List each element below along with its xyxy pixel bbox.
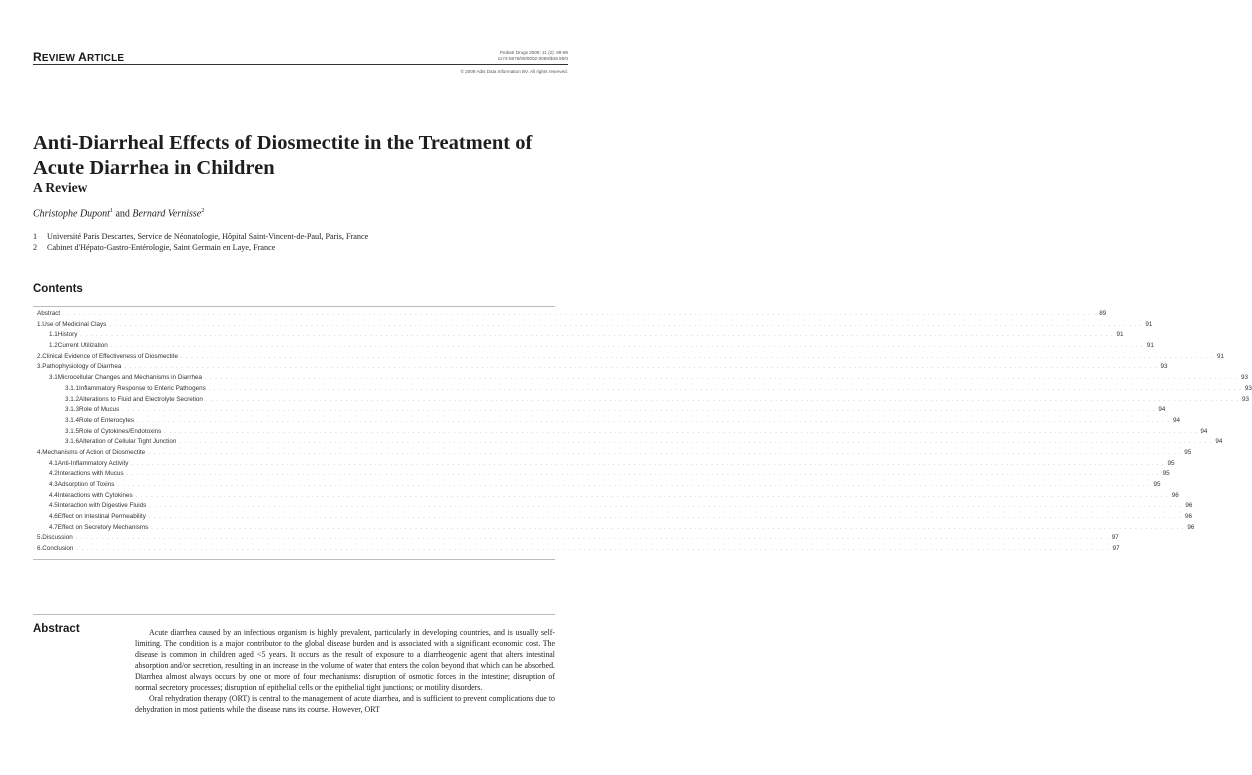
toc-entry-label: Abstract [37, 310, 61, 317]
toc-entry-number: 3.1.2 [65, 395, 80, 403]
toc-entry[interactable] [33, 502, 1193, 513]
toc-page-number: 95 [1162, 470, 1170, 478]
toc-page-number: 97 [1112, 545, 1120, 553]
toc-entry[interactable] [33, 363, 1168, 374]
toc-leader-dots: . . . . . . . . . . . . . . . . . . . . . . . . . . . . . . . . . . . . . . . . . . . . . . . . . . . . . . . . . . . . . . . . . . . . . . . . . . . . . . . . . . . . . . . . . . . . . . . . . . . . . . . . . . . . . . . . . . . . . . . . . . . . . . . . . . . . . . . . . . . . . . . . . . . . . . . . . . . . . . . . . . . . . . . . . . . . . . . . . . . . . . . . . . . . . . . . . . . . . . . . [151, 524, 1185, 531]
toc-entry[interactable] [33, 470, 1170, 481]
toc-entry[interactable] [33, 320, 1153, 332]
toc-entry-number: 4.5 [49, 502, 58, 510]
toc-entry-number: 1. [37, 320, 43, 328]
toc-page-number: 96 [1171, 491, 1179, 499]
toc-entry[interactable] [33, 427, 1208, 439]
toc-entry-number: 4.3 [49, 481, 58, 488]
abstract-body [135, 627, 555, 715]
toc-entry-number: 2. [37, 352, 43, 360]
toc-entry-label: Role of Cytokines/Endotoxins [79, 427, 162, 435]
toc-leader-dots: . . . . . . . . . . . . . . . . . . . . . . . . . . . . . . . . . . . . . . . . . . . . . . . . . . . . . . . . . . . . . . . . . . . . . . . . . . . . . . . . . . . . . . . . . . . . . . . . . . . . . . . . . . . . . . . . . . . . . . . . . . . . . . . . . . . . . . . . . . . . . . . . . . . . . . . . . . . . . . . . . . . . . . . . . . . . . . . . . . . . . . . . . . . . . . . . . . . . . . . . [75, 535, 1109, 542]
toc-entry-number: 4.1 [49, 459, 58, 467]
toc-entry-label: Effect on Secretory Mechanisms [57, 523, 149, 531]
citation-line: Pediatr Drugs 2009; 11 (2): 89-99 [499, 50, 568, 55]
citation-line: 1174-5878/09/0002-0089/$49.95/0 [497, 56, 568, 61]
affiliation-number: 2 [33, 243, 38, 252]
toc-entry-label: Alterations to Fluid and Electrolyte Secretion [79, 395, 203, 403]
toc-entry[interactable] [33, 374, 1249, 385]
toc-entry-number: 4.7 [49, 523, 58, 531]
toc-page-number: 96 [1184, 513, 1192, 521]
toc-entry-number: 3.1.6 [65, 438, 80, 446]
article-subtitle: A Review [33, 180, 88, 195]
toc-leader-dots: . . . . . . . . . . . . . . . . . . . . . . . . . . . . . . . . . . . . . . . . . . . . . . . . . . . . . . . . . . . . . . . . . . . . . . . . . . . . . . . . . . . . . . . . . . . . . . . . . . . . . . . . . . . . . . . . . . . . . . . . . . . . . . . . . . . . . . . . . . . . . . . . . . . . . . . . . . . . . . . . . . . . . . . . . . . . . . . . . . . . . . . . . . . . . . . . . . . . . . . . [117, 482, 1151, 488]
toc-leader-dots: . . . . . . . . . . . . . . . . . . . . . . . . . . . . . . . . . . . . . . . . . . . . . . . . . . . . . . . . . . . . . . . . . . . . . . . . . . . . . . . . . . . . . . . . . . . . . . . . . . . . . . . . . . . . . . . . . . . . . . . . . . . . . . . . . . . . . . . . . . . . . . . . . . . . . . . . . . . . . . . . . . . . . . . . . . . . . . . . . . . . . . . . . . . . . . . . . . . . . . . . [109, 321, 1143, 328]
contents-heading: Contents [33, 283, 83, 295]
toc-leader-dots: . . . . . . . . . . . . . . . . . . . . . . . . . . . . . . . . . . . . . . . . . . . . . . . . . . . . . . . . . . . . . . . . . . . . . . . . . . . . . . . . . . . . . . . . . . . . . . . . . . . . . . . . . . . . . . . . . . . . . . . . . . . . . . . . . . . . . . . . . . . . . . . . . . . . . . . . . . . . . . . . . . . . . . . . . . . . . . . . . . . . . . . . . . . . . . . . . . . . . . . . [135, 492, 1169, 499]
toc-entry-number: 5. [37, 534, 43, 542]
toc-entry-label: Adsorption of Toxins [57, 481, 115, 488]
toc-page-number: 91 [1116, 331, 1124, 339]
copyright-notice: © 2009 Adis Data Information BV. All rights reserved. [460, 69, 568, 74]
toc-entry-label: Role of Enterocytes [79, 416, 134, 424]
toc-leader-dots: . . . . . . . . . . . . . . . . . . . . . . . . . . . . . . . . . . . . . . . . . . . . . . . . . . . . . . . . . . . . . . . . . . . . . . . . . . . . . . . . . . . . . . . . . . . . . . . . . . . . . . . . . . . . . . . . . . . . . . . . . . . . . . . . . . . . . . . . . . . . . . . . . . . . . . . . . . . . . . . . . . . . . . . . . . . . . . . . . . . . . . . . . . . . . . . . . . . . . . . . [148, 449, 1182, 456]
toc-entry-number: 1.2 [49, 342, 58, 350]
toc-leader-dots: . . . . . . . . . . . . . . . . . . . . . . . . . . . . . . . . . . . . . . . . . . . . . . . . . . . . . . . . . . . . . . . . . . . . . . . . . . . . . . . . . . . . . . . . . . . . . . . . . . . . . . . . . . . . . . . . . . . . . . . . . . . . . . . . . . . . . . . . . . . . . . . . . . . . . . . . . . . . . . . . . . . . . . . . . . . . . . . . . . . . . . . . . . . . . . . . . . . . . . . . [179, 439, 1213, 446]
header-divider [33, 64, 568, 65]
toc-page-number: 94 [1158, 406, 1166, 414]
author-line [33, 208, 204, 219]
toc-leader-dots: . . . . . . . . . . . . . . . . . . . . . . . . . . . . . . . . . . . . . . . . . . . . . . . . . . . . . . . . . . . . . . . . . . . . . . . . . . . . . . . . . . . . . . . . . . . . . . . . . . . . . . . . . . . . . . . . . . . . . . . . . . . . . . . . . . . . . . . . . . . . . . . . . . . . . . . . . . . . . . . . . . . . . . . . . . . . . . . . . . . . . . . . . . . . . . . . . . . . . . . . [122, 407, 1156, 414]
toc-entry[interactable] [33, 310, 1107, 321]
toc-entry-number: 3.1 [49, 374, 58, 382]
affiliation-1 [33, 232, 368, 241]
toc-entry[interactable] [33, 331, 1124, 342]
toc-entry[interactable] [33, 481, 1161, 492]
toc-entry-label: Inflammatory Response to Enteric Pathogens [79, 384, 206, 392]
toc-entry-number: 1.1 [49, 331, 58, 339]
toc-entry[interactable] [33, 395, 1250, 407]
toc-entry[interactable] [33, 513, 1192, 524]
toc-leader-dots: . . . . . . . . . . . . . . . . . . . . . . . . . . . . . . . . . . . . . . . . . . . . . . . . . . . . . . . . . . . . . . . . . . . . . . . . . . . . . . . . . . . . . . . . . . . . . . . . . . . . . . . . . . . . . . . . . . . . . . . . . . . . . . . . . . . . . . . . . . . . . . . . . . . . . . . . . . . . . . . . . . . . . . . . . . . . . . . . . . . . . . . . . . . . . . . . . . . . . . . . [76, 546, 1110, 553]
abstract-divider [33, 614, 555, 615]
toc-leader-dots: . . . . . . . . . . . . . . . . . . . . . . . . . . . . . . . . . . . . . . . . . . . . . . . . . . . . . . . . . . . . . . . . . . . . . . . . . . . . . . . . . . . . . . . . . . . . . . . . . . . . . . . . . . . . . . . . . . . . . . . . . . . . . . . . . . . . . . . . . . . . . . . . . . . . . . . . . . . . . . . . . . . . . . . . . . . . . . . . . . . . . . . . . . . . . . . . . . . . . . . . [149, 503, 1183, 510]
toc-page-number: 94 [1200, 427, 1208, 435]
toc-page-number: 91 [1217, 352, 1225, 360]
affiliation-2 [33, 243, 275, 252]
affiliation-marker: 2 [201, 208, 205, 214]
toc-page-number: 93 [1241, 374, 1249, 382]
toc-entry-label: Alteration of Cellular Tight Junction [79, 438, 177, 446]
toc-entry-label: Clinical Evidence of Effectiveness of Diosmectite [42, 352, 178, 360]
abstract-heading: Abstract [33, 623, 80, 635]
toc-entry-label: Interactions with Cytokines [57, 491, 133, 499]
toc-entry-label: Interactions with Mucus [57, 470, 124, 478]
toc-entry[interactable] [33, 416, 1181, 428]
toc-page-number: 91 [1145, 320, 1153, 328]
toc-entry-number: 3.1.5 [65, 427, 80, 435]
toc-page-number: 94 [1173, 416, 1181, 424]
toc-entry-label: Interaction with Digestive Fluids [57, 502, 147, 510]
toc-page-number: 95 [1153, 481, 1161, 488]
toc-entry[interactable] [33, 491, 1179, 503]
toc-leader-dots: . . . . . . . . . . . . . . . . . . . . . . . . . . . . . . . . . . . . . . . . . . . . . . . . . . . . . . . . . . . . . . . . . . . . . . . . . . . . . . . . . . . . . . . . . . . . . . . . . . . . . . . . . . . . . . . . . . . . . . . . . . . . . . . . . . . . . . . . . . . . . . . . . . . . . . . . . . . . . . . . . . . . . . . . . . . . . . . . . . . . . . . . . . . . . . . . . . . . . . . . [126, 471, 1160, 478]
toc-entry[interactable] [33, 352, 1225, 364]
toc-page-number: 93 [1242, 395, 1250, 403]
toc-entry-number: 3. [37, 363, 43, 371]
toc-page-number: 91 [1146, 342, 1154, 350]
toc-entry-label: Effect on Intestinal Permeability [57, 513, 146, 521]
abstract-paragraph: Acute diarrhea caused by an infectious organism is highly prevalent, particularly in developing countries, and is usually self-limiting. The condition is a major contributor to the global disease burden and is associated with a significant economic cost. The disease is common in children aged <5 years. It occurs as the result of exposure to a diarrheogenic agent that alters intestinal absorption and/or secretion, resulting in an increase in the volume of water that enters the colon beyond that which can be absorbed. Diarrhea almost always occurs by one or more of four mechanisms: disruption of osmotic forces in the intestine; disruption of normal secretory processes; disruption of epithelial cells or the epithelial tight junctions; or motility disorders. [135, 628, 555, 693]
toc-leader-dots: . . . . . . . . . . . . . . . . . . . . . . . . . . . . . . . . . . . . . . . . . . . . . . . . . . . . . . . . . . . . . . . . . . . . . . . . . . . . . . . . . . . . . . . . . . . . . . . . . . . . . . . . . . . . . . . . . . . . . . . . . . . . . . . . . . . . . . . . . . . . . . . . . . . . . . . . . . . . . . . . . . . . . . . . . . . . . . . . . . . . . . . . . . . . . . . . . . . . . . . . [131, 460, 1165, 467]
affiliation-marker: 1 [109, 208, 113, 214]
toc-entry[interactable] [33, 406, 1166, 417]
toc-entry-number: 6. [37, 545, 43, 553]
toc-entry-number: 4. [37, 448, 43, 456]
toc-leader-dots: . . . . . . . . . . . . . . . . . . . . . . . . . . . . . . . . . . . . . . . . . . . . . . . . . . . . . . . . . . . . . . . . . . . . . . . . . . . . . . . . . . . . . . . . . . . . . . . . . . . . . . . . . . . . . . . . . . . . . . . . . . . . . . . . . . . . . . . . . . . . . . . . . . . . . . . . . . . . . . . . . . . . . . . . . . . . . . . . . . . . . . . . . . . . . . . . . . . . . . . . [164, 428, 1198, 435]
toc-entry-label: Mechanisms of Action of Diosmectite [42, 448, 146, 456]
toc-page-number: 95 [1184, 448, 1192, 456]
affiliation-number: 1 [33, 232, 38, 241]
abstract-paragraph: Oral rehydration therapy (ORT) is central to the management of acute diarrhea, and is sufficient to prevent complications due to dehydration in most patients while the disease runs its course. However, ORT [135, 694, 555, 715]
toc-entry[interactable] [33, 448, 1192, 460]
toc-entry-label: Discussion [42, 534, 73, 542]
article-type-label: REVIEW ARTICLE [33, 50, 125, 64]
toc-entry-label: Current Utilization [57, 342, 108, 350]
toc-entry-number: 4.4 [49, 491, 58, 499]
toc-entry-label: History [57, 331, 78, 339]
toc-entry-label: Conclusion [42, 545, 74, 553]
toc-leader-dots: . . . . . . . . . . . . . . . . . . . . . . . . . . . . . . . . . . . . . . . . . . . . . . . . . . . . . . . . . . . . . . . . . . . . . . . . . . . . . . . . . . . . . . . . . . . . . . . . . . . . . . . . . . . . . . . . . . . . . . . . . . . . . . . . . . . . . . . . . . . . . . . . . . . . . . . . . . . . . . . . . . . . . . . . . . . . . . . . . . . . . . . . . . . . . . . . . . . . . . . . [136, 417, 1171, 424]
toc-entry[interactable] [33, 523, 1195, 535]
toc-leader-dots: . . . . . . . . . . . . . . . . . . . . . . . . . . . . . . . . . . . . . . . . . . . . . . . . . . . . . . . . . . . . . . . . . . . . . . . . . . . . . . . . . . . . . . . . . . . . . . . . . . . . . . . . . . . . . . . . . . . . . . . . . . . . . . . . . . . . . . . . . . . . . . . . . . . . . . . . . . . . . . . . . . . . . . . . . . . . . . . . . . . . . . . . . . . . . . . . . . . . . . . . [63, 311, 1097, 317]
toc-entry-label: Anti-Inflammatory Activity [57, 459, 129, 467]
toc-leader-dots: . . . . . . . . . . . . . . . . . . . . . . . . . . . . . . . . . . . . . . . . . . . . . . . . . . . . . . . . . . . . . . . . . . . . . . . . . . . . . . . . . . . . . . . . . . . . . . . . . . . . . . . . . . . . . . . . . . . . . . . . . . . . . . . . . . . . . . . . . . . . . . . . . . . . . . . . . . . . . . . . . . . . . . . . . . . . . . . . . . . . . . . . . . . . . . . . . . . . . . . . [180, 353, 1215, 360]
author-joiner: and [112, 208, 133, 220]
toc-page-number: 95 [1167, 459, 1175, 467]
toc-page-number: 96 [1187, 523, 1195, 531]
author-name: Christophe Dupont [33, 208, 110, 220]
toc-entry-number: 3.1.1 [65, 384, 80, 392]
table-of-contents [33, 306, 1252, 560]
toc-entry[interactable] [33, 342, 1154, 353]
toc-leader-dots: . . . . . . . . . . . . . . . . . . . . . . . . . . . . . . . . . . . . . . . . . . . . . . . . . . . . . . . . . . . . . . . . . . . . . . . . . . . . . . . . . . . . . . . . . . . . . . . . . . . . . . . . . . . . . . . . . . . . . . . . . . . . . . . . . . . . . . . . . . . . . . . . . . . . . . . . . . . . . . . . . . . . . . . . . . . . . . . . . . . . . . . . . . . . . . . . . . . . . . . . [208, 385, 1242, 392]
toc-entry-label: Role of Mucus [79, 406, 120, 414]
toc-entry-number: 4.6 [49, 513, 58, 521]
toc-entry-number: 3.1.4 [65, 416, 80, 424]
toc-entry[interactable] [33, 459, 1175, 471]
article-title: Anti-Diarrheal Effects of Diosmectite in the Treatment of Acute Diarrhea in Children [33, 132, 533, 179]
toc-page-number: 89 [1099, 310, 1107, 317]
author-name: Bernard Vernisse [132, 208, 202, 220]
toc-entry-number: 3.1.3 [65, 406, 80, 414]
toc-leader-dots: . . . . . . . . . . . . . . . . . . . . . . . . . . . . . . . . . . . . . . . . . . . . . . . . . . . . . . . . . . . . . . . . . . . . . . . . . . . . . . . . . . . . . . . . . . . . . . . . . . . . . . . . . . . . . . . . . . . . . . . . . . . . . . . . . . . . . . . . . . . . . . . . . . . . . . . . . . . . . . . . . . . . . . . . . . . . . . . . . . . . . . . . . . . . . . . . . . . . . . . . [124, 364, 1158, 371]
toc-leader-dots: . . . . . . . . . . . . . . . . . . . . . . . . . . . . . . . . . . . . . . . . . . . . . . . . . . . . . . . . . . . . . . . . . . . . . . . . . . . . . . . . . . . . . . . . . . . . . . . . . . . . . . . . . . . . . . . . . . . . . . . . . . . . . . . . . . . . . . . . . . . . . . . . . . . . . . . . . . . . . . . . . . . . . . . . . . . . . . . . . . . . . . . . . . . . . . . . . . . . . . . . [148, 514, 1182, 521]
journal-citation [498, 50, 568, 62]
toc-entry-label: Microcellular Changes and Mechanisms in Diarrhea [57, 374, 202, 382]
toc-entry[interactable] [33, 384, 1252, 396]
toc-leader-dots: . . . . . . . . . . . . . . . . . . . . . . . . . . . . . . . . . . . . . . . . . . . . . . . . . . . . . . . . . . . . . . . . . . . . . . . . . . . . . . . . . . . . . . . . . . . . . . . . . . . . . . . . . . . . . . . . . . . . . . . . . . . . . . . . . . . . . . . . . . . . . . . . . . . . . . . . . . . . . . . . . . . . . . . . . . . . . . . . . . . . . . . . . . . . . . . . . . . . . . . . [110, 343, 1144, 350]
toc-page-number: 97 [1111, 534, 1119, 542]
toc-entry[interactable] [33, 438, 1223, 449]
toc-page-number: 96 [1185, 502, 1193, 510]
affiliation-text: Cabinet d'Hépato-Gastro-Entérologie, Saint Germain en Laye, France [47, 243, 276, 252]
toc-leader-dots: . . . . . . . . . . . . . . . . . . . . . . . . . . . . . . . . . . . . . . . . . . . . . . . . . . . . . . . . . . . . . . . . . . . . . . . . . . . . . . . . . . . . . . . . . . . . . . . . . . . . . . . . . . . . . . . . . . . . . . . . . . . . . . . . . . . . . . . . . . . . . . . . . . . . . . . . . . . . . . . . . . . . . . . . . . . . . . . . . . . . . . . . . . . . . . . . . . . . . . . . [204, 375, 1239, 382]
toc-leader-dots: . . . . . . . . . . . . . . . . . . . . . . . . . . . . . . . . . . . . . . . . . . . . . . . . . . . . . . . . . . . . . . . . . . . . . . . . . . . . . . . . . . . . . . . . . . . . . . . . . . . . . . . . . . . . . . . . . . . . . . . . . . . . . . . . . . . . . . . . . . . . . . . . . . . . . . . . . . . . . . . . . . . . . . . . . . . . . . . . . . . . . . . . . . . . . . . . . . . . . . . . [80, 332, 1114, 339]
toc-leader-dots: . . . . . . . . . . . . . . . . . . . . . . . . . . . . . . . . . . . . . . . . . . . . . . . . . . . . . . . . . . . . . . . . . . . . . . . . . . . . . . . . . . . . . . . . . . . . . . . . . . . . . . . . . . . . . . . . . . . . . . . . . . . . . . . . . . . . . . . . . . . . . . . . . . . . . . . . . . . . . . . . . . . . . . . . . . . . . . . . . . . . . . . . . . . . . . . . . . . . . . . . [205, 396, 1239, 403]
toc-entry[interactable] [33, 545, 1120, 556]
toc-entry[interactable] [33, 534, 1119, 545]
toc-page-number: 93 [1160, 363, 1168, 371]
toc-page-number: 94 [1215, 438, 1223, 446]
toc-entry-label: Pathophysiology of Diarrhea [42, 363, 122, 371]
toc-entry-label: Use of Medicinal Clays [42, 320, 107, 328]
toc-entry-number: 4.2 [49, 470, 58, 478]
affiliation-text: Université Paris Descartes, Service de Néonatologie, Hôpital Saint-Vincent-de-Paul, Paris, France [47, 232, 369, 241]
toc-page-number: 93 [1244, 384, 1252, 392]
